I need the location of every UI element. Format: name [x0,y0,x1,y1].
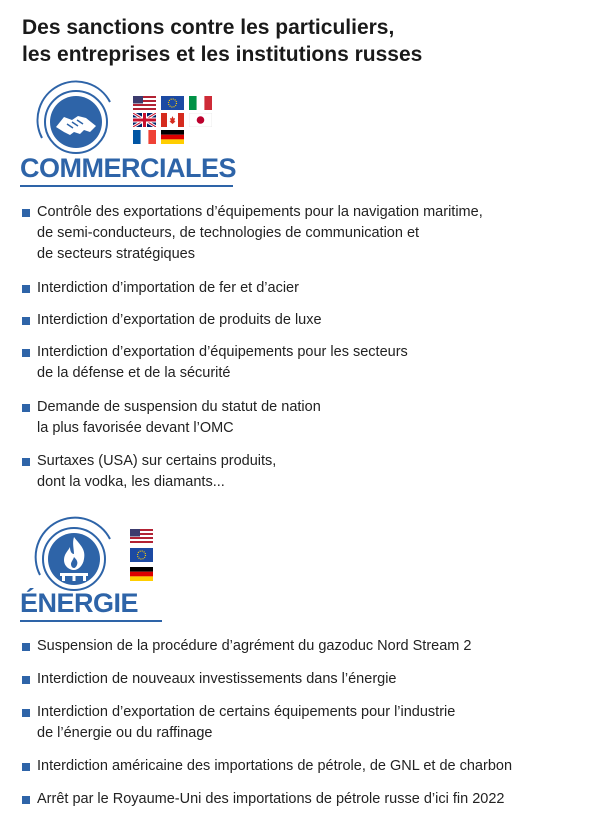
germany-flag [161,130,184,144]
bullet-icon [22,317,30,325]
item-text: Interdiction d’exportation de certains équipements pour l’industrie [37,704,456,720]
title-line-1: Des sanctions contre les particuliers, [22,16,395,39]
eu-flag [130,548,153,562]
list-item [22,397,582,439]
usa-flag [130,529,153,543]
handshake-icon [20,80,128,160]
list-item [22,310,582,331]
list-item [22,756,582,777]
item-text: Interdiction d’exportation de produits de luxe [37,312,322,328]
bullet-icon [22,349,30,357]
uk-flag [133,113,156,127]
list-item [22,669,582,690]
gas-flame-icon [18,515,128,595]
item-text: Contrôle des exportations d’équipements pour la navigation maritime, [37,204,483,220]
item-text: de secteurs stratégiques [37,246,195,262]
list-item [22,278,582,299]
section-heading-commerciales: COMMERCIALES [20,153,236,183]
item-text: Interdiction d’exportation d’équipements pour les secteurs [37,344,408,360]
bullet-icon [22,643,30,651]
bullet-icon [22,763,30,771]
item-text: de la défense et de la sécurité [37,365,231,381]
list-item [22,342,582,384]
japan-flag [189,113,212,127]
item-text: Interdiction de nouveaux investissements dans l’énergie [37,671,397,687]
item-text: Suspension de la procédure d’agrément du gazoduc Nord Stream 2 [37,638,472,654]
list-item [22,202,582,265]
item-text: Arrêt par le Royaume-Uni des importations de pétrole russe d’ici fin 2022 [37,791,505,807]
bullet-icon [22,285,30,293]
item-text: Surtaxes (USA) sur certains produits, [37,453,277,469]
list-item [22,636,582,657]
title-line-2: les entreprises et les institutions russes [22,43,423,66]
list-item [22,789,582,810]
list-item [22,702,582,744]
heading-underline [20,185,233,187]
france-flag [133,130,156,144]
eu-flag [161,96,184,110]
bullet-icon [22,209,30,217]
flags-energie [130,529,153,581]
item-text: Demande de suspension du statut de nation [37,399,321,415]
usa-flag [133,96,156,110]
item-text: Interdiction américaine des importations de pétrole, de GNL et de charbon [37,758,513,774]
italy-flag [189,96,212,110]
list-commerciales [22,202,582,493]
bullet-icon [22,676,30,684]
bullet-icon [22,458,30,466]
item-text: dont la vodka, les diamants... [37,474,225,490]
flags-commerciales [133,96,212,144]
bullet-icon [22,404,30,412]
item-text: Interdiction d’importation de fer et d’acier [37,280,299,296]
section-heading-energie: ÉNERGIE [20,588,139,618]
bullet-icon [22,796,30,804]
heading-underline [20,620,162,622]
germany-flag [130,567,153,581]
page-title [22,14,582,68]
item-text: de l’énergie ou du raffinage [37,725,213,741]
item-text: de semi-conducteurs, de technologies de communication et [37,225,420,241]
list-item [22,451,582,493]
canada-flag [161,113,184,127]
bullet-icon [22,709,30,717]
list-energie [22,636,582,810]
item-text: la plus favorisée devant l’OMC [37,420,234,436]
